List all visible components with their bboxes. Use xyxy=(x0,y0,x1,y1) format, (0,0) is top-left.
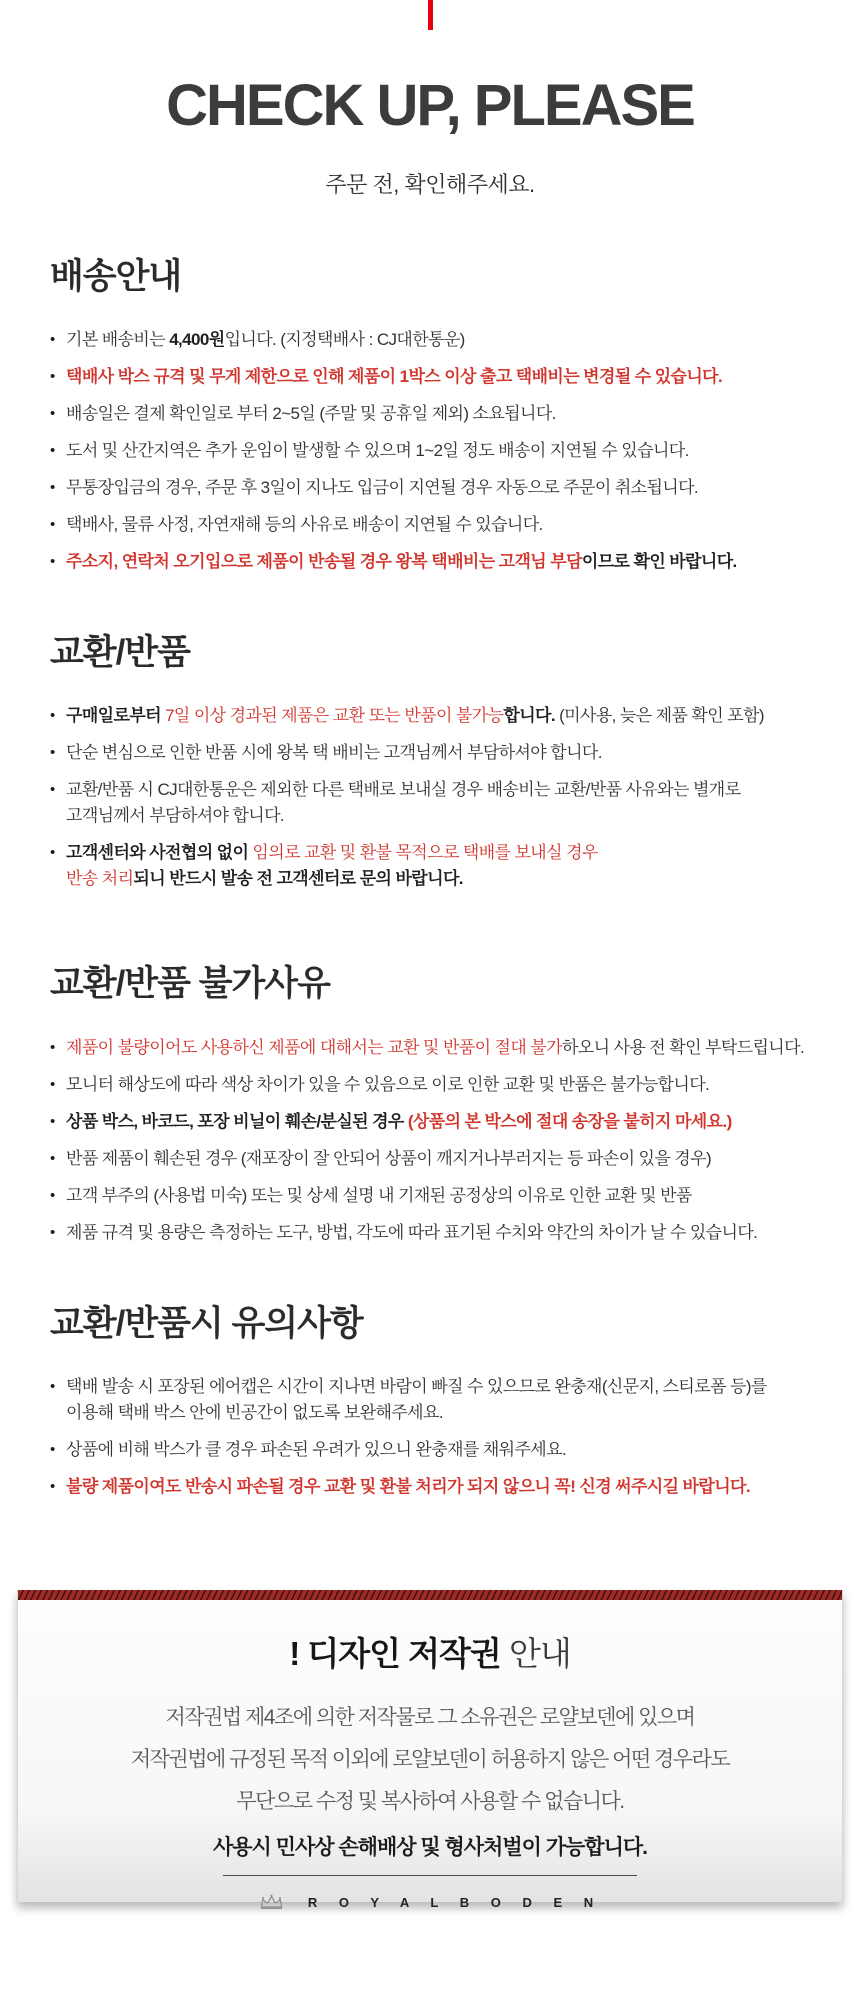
bullet-icon: • xyxy=(50,781,56,799)
text-run: 배송일은 결제 확인일로 부터 2~5일 (주말 및 공휴일 제외) 소요됩니다. xyxy=(66,404,556,424)
bullet-icon: • xyxy=(50,516,56,534)
text-run: 합니다. xyxy=(503,706,555,726)
list-item xyxy=(50,1437,812,1463)
list-item xyxy=(50,1374,812,1426)
copyright-title-light: 안내 xyxy=(500,1634,571,1672)
list-item xyxy=(50,475,812,501)
bullet-icon: • xyxy=(50,1223,56,1241)
list-item xyxy=(50,1183,812,1209)
policy-section xyxy=(50,1304,812,1500)
bullet-icon: • xyxy=(50,844,56,862)
bullet-icon: • xyxy=(50,1112,56,1130)
list-item xyxy=(50,401,812,427)
list-item-text xyxy=(66,364,812,390)
text-run: 불량 제품이여도 반송시 파손될 경우 교환 및 환불 처리가 되지 않으니 꼭! 신경 써주시길 바랍니다. xyxy=(66,1476,750,1496)
bullet-icon: • xyxy=(50,442,56,460)
text-run: 반송 처리 xyxy=(66,869,134,889)
list-item xyxy=(50,512,812,538)
bullet-icon: • xyxy=(50,405,56,423)
bullet-icon: • xyxy=(50,1075,56,1093)
bullet-icon: • xyxy=(50,1149,56,1167)
list-item-text xyxy=(66,475,812,501)
page-title: CHECK UP, PLEASE xyxy=(166,73,694,138)
text-run: 도서 및 산간지역은 추가 운임이 발생할 수 있으며 1~2일 정도 배송이 지연될 수 있습니다. xyxy=(66,441,689,461)
section-title: 배송안내 xyxy=(50,256,182,296)
list-item-text xyxy=(66,401,812,427)
bullet-icon: • xyxy=(50,479,56,497)
list-item-text xyxy=(66,840,812,892)
list-item-text xyxy=(66,703,812,729)
text-run: 택배사, 물류 사정, 자연재해 등의 사유로 배송이 지연될 수 있습니다. xyxy=(66,515,543,535)
list-item-text xyxy=(66,327,812,353)
list-item xyxy=(50,1474,812,1500)
text-run: 제품 규격 및 용량은 측정하는 도구, 방법, 각도에 따라 표기된 수치와 약간의 차이가 날 수 있습니다. xyxy=(66,1222,758,1242)
list-item-text xyxy=(66,777,812,829)
section-title: 교환/반품시 유의사항 xyxy=(50,1303,363,1343)
list-item xyxy=(50,364,812,390)
list-item-text xyxy=(66,1146,812,1172)
list-item-text xyxy=(66,1220,812,1246)
bullet-icon: • xyxy=(50,1186,56,1204)
list-item xyxy=(50,1109,812,1135)
list-item xyxy=(50,840,812,892)
list-item xyxy=(50,703,812,729)
text-run: 임의로 교환 및 환불 목적으로 택배를 보내실 경우 xyxy=(252,843,598,863)
text-run: 반품 제품이 훼손된 경우 (재포장이 잘 안되어 상품이 깨지거나부러지는 등 파손이 있을 경우) xyxy=(66,1148,712,1168)
copyright-warning-line: 사용시 민사상 손해배상 및 형사처벌이 가능합니다. xyxy=(212,1836,647,1860)
list-item xyxy=(50,1220,812,1246)
list-item-text xyxy=(66,512,812,538)
bullet-list xyxy=(50,1374,812,1500)
list-item xyxy=(50,777,812,829)
bullet-icon: • xyxy=(50,553,56,571)
text-run: 택배사 박스 규격 및 무게 제한으로 인해 제품이 1박스 이상 출고 택배비는 변경될 수 있습니다. xyxy=(66,367,723,387)
list-item-text xyxy=(66,1035,812,1061)
policy-sections xyxy=(0,257,860,1500)
text-run: 고객센터와 사전협의 없이 xyxy=(66,843,253,863)
policy-section xyxy=(50,257,812,575)
hatched-red-band xyxy=(18,1590,842,1600)
list-item-text xyxy=(66,1374,812,1426)
text-run: 입니다. (지정택배사 : CJ대한통운) xyxy=(224,330,465,350)
text-run: 모니터 해상도에 따라 색상 차이가 있을 수 있음으로 이로 인한 교환 및 반품은 불가능합니다. xyxy=(66,1074,710,1094)
copyright-title xyxy=(18,1590,842,1674)
section-title: 교환/반품 불가사유 xyxy=(50,964,330,1004)
text-run: 택배 발송 시 포장된 에어캡은 시간이 지나면 바람이 빠질 수 있으므로 완충재(신문지, 스티로폼 등)를 xyxy=(66,1376,767,1396)
bullet-icon: • xyxy=(50,368,56,386)
copyright-line: 저작권법에 규정된 목적 이외에 로얄보덴이 허용하지 않은 어떤 경우라도 xyxy=(130,1748,730,1772)
list-item xyxy=(50,549,812,575)
brand-logo xyxy=(18,1894,842,1911)
text-run: 단순 변심으로 인한 반품 시에 왕복 택 배비는 고객님께서 부담하셔야 합니다. xyxy=(66,743,602,763)
text-run: (상품의 본 박스에 절대 송장을 붙히지 마세요.) xyxy=(407,1111,732,1131)
text-run: 하오니 사용 전 확인 부탁드립니다. xyxy=(561,1037,805,1057)
text-run: 기본 배송비는 xyxy=(66,330,170,350)
copyright-line: 무단으로 수정 및 복사하여 사용할 수 없습니다. xyxy=(236,1790,624,1814)
page-subtitle: 주문 전, 확인해주세요. xyxy=(325,171,535,197)
list-item xyxy=(50,1146,812,1172)
text-run: 제품이 불량이어도 사용하신 제품에 대해서는 교환 및 반품이 절대 불가 xyxy=(66,1037,562,1057)
text-run: 상품에 비해 박스가 클 경우 파손된 우려가 있으니 완충재를 채워주세요. xyxy=(66,1439,567,1459)
list-item-text xyxy=(66,740,812,766)
bullet-icon: • xyxy=(50,1377,56,1395)
text-run: 이므로 확인 바랍니다. xyxy=(581,552,737,572)
bullet-list xyxy=(50,327,812,575)
list-item xyxy=(50,740,812,766)
list-item-text xyxy=(66,1474,812,1500)
copyright-notice-box xyxy=(17,1590,843,1911)
list-item-text xyxy=(66,1183,812,1209)
bullet-list xyxy=(50,1035,812,1246)
bullet-icon: • xyxy=(50,707,56,725)
text-run: 무통장입금의 경우, 주문 후 3일이 지나도 입금이 지연될 경우 자동으로 주문이 취소됩니다. xyxy=(66,478,699,498)
crown-icon xyxy=(258,1894,285,1911)
divider-line xyxy=(223,1875,637,1876)
list-item-text xyxy=(66,1109,812,1135)
copyright-title-strong: ! 디자인 저작권 xyxy=(289,1634,501,1672)
text-run: 되니 반드시 발송 전 고객센터로 문의 바랍니다. xyxy=(133,869,463,889)
text-run: 주소지, 연락처 오기입으로 제품이 반송될 경우 왕복 택배비는 고객님 부담 xyxy=(66,552,582,572)
text-run: (미사용, 늦은 제품 확인 포함) xyxy=(555,706,764,726)
copyright-body xyxy=(18,1697,842,1823)
text-run: 4,400원 xyxy=(169,330,225,350)
copyright-line: 저작권법 제4조에 의한 저작물로 그 소유권은 로얄보덴에 있으며 xyxy=(165,1706,695,1730)
list-item-text xyxy=(66,549,812,575)
red-accent-bar xyxy=(428,0,433,30)
text-run: 고객님께서 부담하셔야 합니다. xyxy=(66,806,285,826)
policy-section xyxy=(50,964,812,1245)
text-run: 구매일로부터 xyxy=(66,706,166,726)
text-run: 7일 이상 경과된 제품은 교환 또는 반품이 불가능 xyxy=(165,706,504,726)
text-run: 이용해 택배 박스 안에 빈공간이 없도록 보완해주세요. xyxy=(66,1402,443,1422)
text-run: 상품 박스, 바코드, 포장 비닐이 훼손/분실된 경우 xyxy=(66,1111,408,1131)
bullet-icon: • xyxy=(50,331,56,349)
bullet-icon: • xyxy=(50,1477,56,1495)
bullet-list xyxy=(50,703,812,892)
list-item xyxy=(50,327,812,353)
list-item-text xyxy=(66,1437,812,1463)
section-title: 교환/반품 xyxy=(50,633,190,673)
list-item xyxy=(50,1035,812,1061)
list-item xyxy=(50,438,812,464)
policy-section xyxy=(50,633,812,892)
text-run: 고객 부주의 (사용법 미숙) 또는 및 상세 설명 내 기재된 공정상의 이유로 인한 교환 및 반품 xyxy=(66,1185,692,1205)
brand-name: R O Y A L B O D E N xyxy=(307,1895,603,1911)
bullet-icon: • xyxy=(50,1038,56,1056)
bullet-icon: • xyxy=(50,1440,56,1458)
list-item-text xyxy=(66,438,812,464)
list-item xyxy=(50,1072,812,1098)
bullet-icon: • xyxy=(50,744,56,762)
list-item-text xyxy=(66,1072,812,1098)
text-run: 교환/반품 시 CJ대한통운은 제외한 다른 택배로 보내실 경우 배송비는 교환/반품 사유와는 별개로 xyxy=(66,780,741,800)
